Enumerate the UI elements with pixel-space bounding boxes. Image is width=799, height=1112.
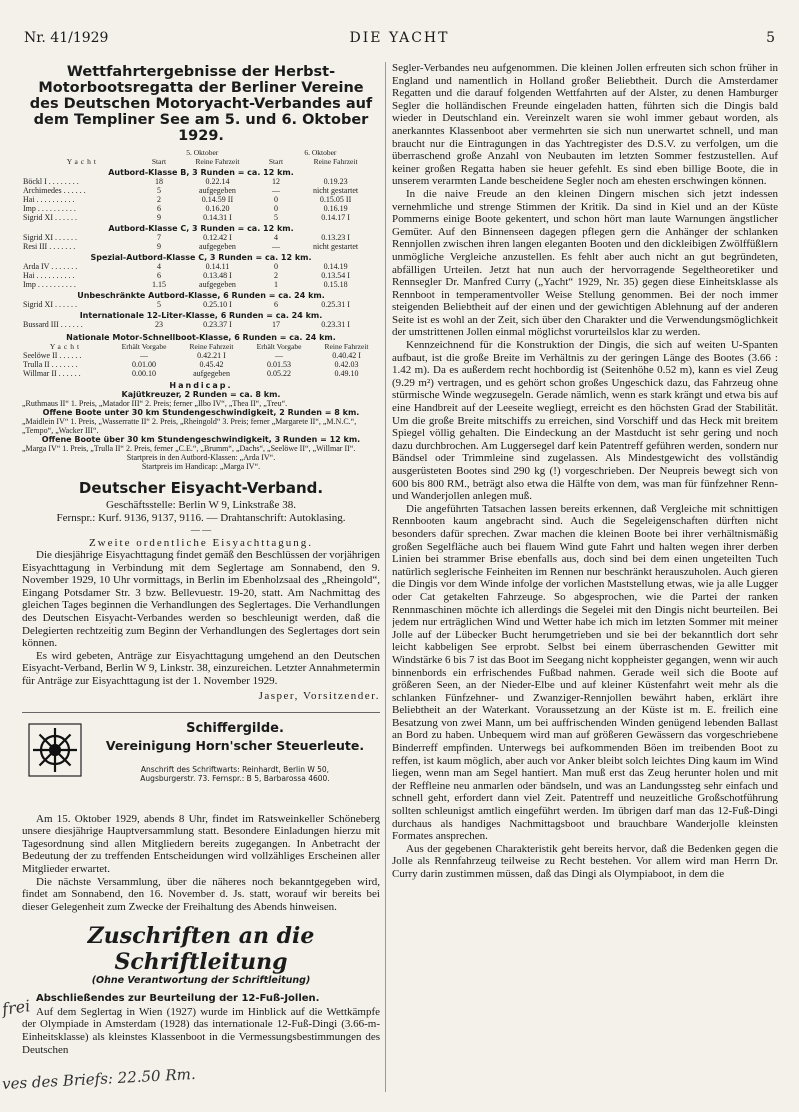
article-paragraph-4: Die angeführten Tatsachen lassen bereits erkennen, daß Vergleiche mit schnittigen Rennbooten kaum angebracht sind. Auch die Segeleigenschaften dürften nicht besonders dafür sprechen. Zwar machen die kleinen Boote bei ihrer verhältnismäßig großen Segelfläche auch bei flauem Wind gute Fahrt und halten wegen ihrer derben Linien bei strammer Brise ebenfalls aus, doch sind bei dem einen ungeteilten Tuch natürlich seglerische Feinheiten im Rennen nur beschränkt herauszuholen. Auch gieren die Dingis vor dem Winde infolge der vorlichen Maststellung etwas, wie ja alle Lugger oder Cat getakelten Fahrzeuge. So abgesprochen, wie die Partei der ranken Rennmaschinen möchte ich allerdings die Segelei mit den Dingis nicht beurteilen. Bei jedem nur erträglichen Wind und Wetter habe ich mich im letzten Sommer mit meiner Jolle auf der Lübecker Bucht herumgetrieben und sie bei der bekanntlich dort sehr leicht kabbeligen See erprobt. Selbst bei einem überraschenden Gewitter mit Windstärke 6 bis 7 ist das Boot im Seegang nicht koppheister gegangen, wenn wir auch binnenbords ein erfrischendes Fußbad nahmen. Gerade weil sich die Boote auf größeren Seen, an der Nieder-Elbe und auf kleiner Küstenfahrt weit mehr als die schlanken Fünfzehner- und Zwanziger-Rennjollen bewährt haben, erklärt ihre Beliebtheit an der Waterkant. Voraussetzung an der Küste ist m. E. freilich eine Besatzung von zwei Mann, um bei auffrischenden Winden genügend lebenden Ballast an Bord zu haben. Unbequem wird man auf größeren Gewässern das vorgeschriebene Binderreff empfinden. Unterwegs bei aufkommenden Böen im treibenden Boot zu reffen, ist kaum möglich, aber auch vor Anker bleibt solch leichtes Ding kaum im Wind liegen, wenn man am Segel hantiert. Man muß erst das Zeug herunter holen und mit der Reffleine neu anmarlen oder bändseln, und was an Landungssteg sehr einfach und schnell geht, erfordert dann viel Zeit. Patentreff und neuzeitliche Großschotführung sollten schleunigst amtlich eingeführt werden. Im übrigen darf man das 12-Fuß-Dingi durchaus als handiges Nachmittagsboot und brauchbare Wanderjolle kleinsten Formates ansprechen. (392, 502, 778, 843)
handicap-result-1: „Ruthmaus II“ 1. Preis, „Matador III“ 2. Preis; ferner „Ilbo IV“, „Thea II“, „Treu“. (22, 399, 288, 408)
handicap-title: Handicap. (169, 381, 233, 390)
result-cell: aufgegeben (199, 186, 236, 195)
startpreis-1: Startpreis in den Autbord-Klassen: „Arda IV“. (126, 453, 276, 462)
result-cell: 0.13.54 I (321, 271, 350, 280)
class-title-row (22, 166, 380, 177)
eisyacht-subtitle: Zweite ordentliche Eisyachttagung. (88, 537, 314, 549)
result-cell: 0.25.31 I (321, 300, 350, 309)
result-cell: 5 (156, 300, 161, 309)
class-title: Autbord-Klasse B, 3 Runden = ca. 12 km. (108, 168, 294, 177)
yacht-name: Hai . . . . . . . . . . (23, 271, 75, 280)
table-row (22, 195, 380, 204)
table-row (22, 262, 380, 271)
table-row (22, 280, 380, 289)
result-cell: 6 (156, 271, 161, 280)
startpreis-2: Startpreis im Handicap: „Marga IV“. (141, 462, 261, 471)
result-cell: aufgegeben (199, 280, 236, 289)
yacht-name: Willmar II . . . . . . (23, 369, 81, 378)
article-paragraph-5: Aus der gegebenen Charakteristik geht bereits hervor, daß die Bedenken gegen die Jolle als Rennfahrzeug teilweise zu Recht bestehen. Vor allem wird man Herrn Dr. Curry darin zustimmen müssen, daß das Dingi als Olympiaboot, in dem die (392, 842, 778, 880)
result-cell: 0.42.03 (334, 360, 359, 369)
col-rein-2: Reine Fahrzeit (324, 342, 369, 351)
page-header (24, 30, 775, 48)
yacht-name: Sigrid XI . . . . . . (23, 213, 77, 222)
table-row (22, 186, 380, 195)
result-cell: 0.13.48 I (203, 271, 232, 280)
national-header-row (22, 342, 380, 351)
result-cell: — (140, 351, 149, 360)
col-rein-1: Reine Fahrzeit (195, 157, 240, 166)
result-cell: 1 (273, 280, 278, 289)
eisyacht-signature: Jasper, Vorsitzender. (258, 689, 380, 702)
result-cell: 5 (273, 213, 278, 222)
result-cell: 4 (273, 233, 278, 242)
result-cell: 0.12.42 I (203, 233, 232, 242)
schiffergilde-subtitle: Vereinigung Horn'scher Steuerleute. (105, 737, 365, 753)
regatta-title: Wettfahrtergebnisse der Herbst-Motorbootsregatta der Berliner Vereine des Deutschen Motoryacht-Verbandes auf dem Templiner See am 5. und 6. Oktober 1929. (29, 64, 373, 144)
schiffergilde-paragraph-2: Die nächste Versammlung, über die näheres noch bekanntgegeben wird, findet am Sonnabend, den 16. November d. Js. statt, worauf wir bereits bei dieser Gelegenheit zum Zwecke der Freihaltung des Abends hinweisen. (22, 875, 380, 913)
result-cell: 0.14.31 I (203, 213, 232, 222)
issue-number: Nr. 41/1929 (24, 30, 109, 46)
handicap-class-3: Offene Boote über 30 km Stundengeschwindigkeit, 3 Runden = 12 km. (41, 435, 361, 444)
result-cell: 0.14.59 II (201, 195, 234, 204)
yacht-name: Böckl I . . . . . . . . (23, 177, 79, 186)
result-cell: 0.16.19 (323, 204, 348, 213)
table-row (22, 233, 380, 242)
result-cell: 0.49.10 (334, 369, 359, 378)
result-cell: — (271, 242, 280, 251)
class-title: Internationale 12-Liter-Klasse, 6 Runden = ca. 24 km. (79, 311, 323, 320)
column-divider (385, 62, 386, 1092)
result-cell: 2 (273, 271, 278, 280)
schiffergilde-title: Schiffergilde. (186, 720, 284, 736)
table-row (22, 320, 380, 329)
result-cell: 0.05.22 (267, 369, 291, 378)
result-cell: 0.23.37 I (203, 320, 232, 329)
result-cell: — (271, 186, 280, 195)
result-cell: 2 (156, 195, 161, 204)
national-class-table (22, 331, 380, 378)
eisyacht-title: Deutscher Eisyacht-Verband. (78, 479, 324, 497)
yacht-name: Seelöwe II . . . . . . (23, 351, 82, 360)
date-2: 6. Oktober (304, 148, 337, 157)
schiffergilde-address: Anschrift des Schriftwarts: Reinhardt, Berlin W 50, Augsburgerstr. 73. Fernspr.: B 5, Barbarossa 4600. (140, 764, 330, 783)
handwritten-note-frei: frei (0, 996, 32, 1019)
col-yacht: Yacht (49, 342, 83, 351)
result-cell: 6 (156, 204, 161, 213)
result-cell: 23 (154, 320, 163, 329)
zuschriften-paragraph-1: Auf dem Seglertag in Wien (1927) wurde im Hinblick auf die Wettkämpfe der Olympiade in Amsterdam (1928) das internationale 12-Fuß-Dingi (3.66-m-Einheitsklasse) als kleinstes Klassenboot in die Vermessungsbestimmungen des Deutschen (22, 1005, 380, 1056)
date-header-row (22, 148, 380, 157)
result-cell: 0.25.10 I (203, 300, 232, 309)
result-cell: 0.00.10 (132, 369, 157, 378)
result-cell: 0.45.42 (199, 360, 224, 369)
yacht-name: Arda IV . . . . . . . (23, 262, 78, 271)
eisyacht-phone: Fernspr.: Kurf. 9136, 9137, 9116. — Drahtanschrift: Autoklasing. (56, 512, 346, 524)
result-cell: aufgegeben (193, 369, 230, 378)
eisyacht-paragraph-1: Die diesjährige Eisyachttagung findet gemäß den Beschlüssen der vorjährigen Eisyachttagung in Verbindung mit dem Seglertage am Sonnabend, den 9. November 1929, 10 Uhr vormittags, in Berlin im Ebenholzsaal des „Rheingold“, Eingang Potsdamer Str. 3 bzw. Bellevuestr. 19-20, statt. Am Nachmittag des gleichen Tages beginnen die Verhandlungen des Seglertages. Die Verhandlungen des Deutschen Eisyacht-Verbandes werden so beschleunigt werden, daß die Delegierten rechtzeitig zum Beginn der Verhandlungen des Seglertages dort sein können. (22, 549, 380, 650)
yacht-name: Resi III . . . . . . . (23, 242, 76, 251)
col-vorgabe-1: Erhält Vorgabe (121, 342, 167, 351)
result-cell: nicht gestartet (313, 242, 359, 251)
date-1: 5. Oktober (186, 148, 219, 157)
yacht-name: Bussard III . . . . . . (23, 320, 83, 329)
class-title-row (22, 251, 380, 262)
result-cell: 0.42.21 I (197, 351, 226, 360)
schiffergilde-heading (90, 721, 380, 753)
result-cell: 0.14.17 I (321, 213, 350, 222)
result-cell: 9 (156, 242, 161, 251)
regatta-results-table (22, 148, 380, 329)
handwritten-note-price: ves des Briefs: 22.50 Rm. (1, 1064, 197, 1094)
schiffergilde-paragraph-1: Am 15. Oktober 1929, abends 8 Uhr, findet im Ratsweinkeller Schöneberg unsere diesjährige Hauptversammlung statt. Besondere Einladungen hierzu mit Tagesordnung sind allen Mitgliedern bereits zugegangen. In Anbetracht der Bedeutung der zu treffenden Entscheidungen wird vollzähliges Erscheinen aller Mitglieder erwartet. (22, 812, 380, 875)
zuschriften-title: Zuschriften an die Schriftleitung (87, 923, 315, 976)
col-start-1: Start (151, 157, 167, 166)
result-cell: 0.15.18 (323, 280, 348, 289)
result-cell: 0.23.31 I (321, 320, 350, 329)
result-cell: 7 (156, 233, 161, 242)
right-column (392, 62, 778, 1102)
yacht-name: Archimedes . . . . . . (23, 186, 86, 195)
col-yacht: Yacht (66, 157, 99, 166)
result-cell: 0 (273, 204, 278, 213)
class-title: Spezial-Autbord-Klasse C, 3 Runden = ca. 12 km. (90, 253, 312, 262)
result-cell: nicht gestartet (313, 186, 359, 195)
magazine-title: DIE YACHT (349, 30, 450, 46)
article-paragraph-2: In die naive Freude an den kleinen Dingern mischen sich jetzt indessen vernehmliche und strenge Stimmen der Kritik. Da sind in Kiel und an der Küste Pommerns einige Boote gekentert, und schon hört man laute Warnungen ängstlicher Gemüter. Auf den Binnenseen dagegen pflegen gern die Anhänger der schlanken Rennjollen zwischen ihren langen eleganten Booten und den dickleibigen Zwölffüßlern unmögliche Vergleiche anzustellen. Es fehlt aber auch nicht an gut begründeten, abfälligen Urteilen. Jetzt hat nun auch der hervorragende Segeltheoretiker und Rennsegler Dr. Manfred Curry („Yacht“ 1929, Nr. 35) gegen diese Einheitsklasse als Rennboot in temperamentvoller Weise Stellung genommen. Bei der noch immer steigenden Beliebtheit auf der einen und der gewichtigen Ablehnung auf der anderen Seite ist es wohl an der Zeit, sich über den Charakter und die Verwendungsmöglichkeit der umstrittenen Jollen einmal möglichst vorurteilslos klar zu werden. (392, 187, 778, 339)
class-title-row (22, 309, 380, 320)
eisyacht-dash: — — (190, 525, 212, 535)
result-cell: 6 (273, 300, 278, 309)
schiffergilde-box (22, 712, 380, 813)
result-cell: 9 (156, 213, 161, 222)
result-cell: 0.01.53 (267, 360, 291, 369)
result-cell: 18 (154, 177, 163, 186)
table-row (22, 369, 380, 378)
table-row (22, 213, 380, 222)
zuschriften-headline: Abschließendes zur Beurteilung der 12-Fuß-Jollen. (36, 993, 320, 1005)
class-title-row (22, 331, 380, 342)
result-cell: 17 (271, 320, 280, 329)
ships-wheel-icon (28, 723, 82, 777)
result-cell: 0 (273, 195, 278, 204)
col-start-2: Start (268, 157, 284, 166)
class-title-row (22, 222, 380, 233)
class-title: Autbord-Klasse C, 3 Runden = ca. 12 km. (108, 224, 294, 233)
national-class-title: Nationale Motor-Schnellboot-Klasse, 6 Runden = ca. 24 km. (66, 333, 336, 342)
col-rein-2: Reine Fahrzeit (313, 157, 358, 166)
yacht-name: Trulla II . . . . . . . (23, 360, 78, 369)
handicap-class-2: Offene Boote unter 30 km Stundengeschwindigkeit, 2 Runden = 8 km. (42, 408, 360, 417)
table-row (22, 300, 380, 309)
table-row (22, 360, 380, 369)
handicap-result-2: „Maidlein IV“ 1. Preis, „Wasserratte II“ 2. Preis, „Rheingold“ 3. Preis; ferner „Margarete II“, „M.N.C.“, „Tempo“, „Wacker III“. (22, 417, 357, 435)
page-number: 5 (766, 30, 775, 46)
result-cell: 0.40.42 I (332, 351, 361, 360)
yacht-name: Hai . . . . . . . . . . (23, 195, 75, 204)
result-cell: 0.01.00 (132, 360, 157, 369)
yacht-name: Imp . . . . . . . . . . (23, 204, 76, 213)
column-header-row (22, 157, 380, 166)
article-paragraph-3: Kennzeichnend für die Konstruktion der Dingis, die sich auf weiten U-Spanten aufbaut, ist die große Breite im Verhältnis zu der geringen Länge des Bootes (3.66 : 1.42 m). Da es außerdem recht hochbordig ist (Seitenhöhe 0.52 m), kann es viel Zeug (9.29 m²) vertragen, und es gehört schon großes Ungeschick dazu, das Fahrzeug ohne stürmische Winde wegzusegeln. Gerade nämlich, wenn es stark krängt und etwa bis auf eine Handbreit auf der Leeseite wegliegt, erreicht es den höchsten Grad der Stabilität. Um die große Breite mitschiffs zu erreichen, sind Vorschiff und das Heck mit breitem Spiegel völlig gehalten. Die Eindeckung an der Mastducht ist sehr gering und noch dazu durchbrochen. Am Luggersegel darf kein Patentreff geführen werden, sondern nur Bändsel oder Trimmleine sind zugelassen. Als Mindestgewicht des vollständig ausgerüsteten Bootes sind 290 kg (!) vorgeschrieben. Der Neupreis bewegt sich von 600 bis 800 RM., beträgt also etwa die Hälfte von dem, was man für fünfzehner Renn- und Wanderjollen anlegen muß. (392, 339, 778, 503)
class-title-row (22, 289, 380, 300)
yacht-name: Sigrid XI . . . . . . (23, 300, 77, 309)
result-cell: 0.15.05 II (319, 195, 352, 204)
handicap-result-3: „Marga IV“ 1. Preis, „Trulla II“ 2. Preis, ferner „C.E.“, „Brumm“, „Dachs“, „Seelöwe II“, „Willmar II“. (22, 444, 356, 453)
eisyacht-address: Geschäftsstelle: Berlin W 9, Linkstraße 38. (106, 499, 296, 511)
table-row (22, 242, 380, 251)
result-cell: — (275, 351, 283, 360)
result-cell: 0.22.14 (205, 177, 230, 186)
result-cell: aufgegeben (199, 242, 236, 251)
table-row (22, 271, 380, 280)
article-paragraph-1: Segler-Verbandes neu aufgenommen. Die kleinen Jollen erfreuten sich schon früher in England und namentlich in Holland großer Beliebtheit. Durch die Amsterdamer Regatten und die darauf folgenden Wettfahrten auf der Alster, zu denen Hamburger Segler die holländischen Freunde eingeladen hatten, führten sich die Dingis bald wieder in Deutschland ein. Vereinzelt waren sie wohl immer gebaut worden, als anerkanntes Klassenboot aber vermehrten sie sich nun unerwartet schnell, und man braucht nur die Eintragungen in das Yachtregister des D.S.V. zu verfolgen, um die überraschend große Anzahl von Neubauten im letzten Sommer festzustellen. Auf keiner großen Regatta haben sie heuer gefehlt. Es sind eben billige Boote, die in unserem verarmten Lande bescheidene Segler noch am ehesten erschwingen können. (392, 62, 778, 188)
result-cell: 12 (271, 177, 280, 186)
table-row (22, 351, 380, 360)
eisyacht-paragraph-2: Es wird gebeten, Anträge zur Eisyachttagung umgehend an den Deutschen Eisyacht-Verband, Berlin W 9, Linkstr. 38, einzureichen. Letzter Annahmetermin für Anträge zur Eisyachttagung ist der 1. November 1929. (22, 649, 380, 687)
handicap-class-1: Kajütkreuzer, 2 Runden = ca. 8 km. (121, 390, 281, 399)
result-cell: 1.15 (151, 280, 166, 289)
result-cell: 0.14.11 (205, 262, 230, 271)
result-cell: 0.13.23 I (321, 233, 350, 242)
col-rein-1: Reine Fahrzeit (189, 342, 234, 351)
table-row (22, 204, 380, 213)
left-column (22, 62, 380, 1102)
col-vorgabe-2: Erhält Vorgabe (256, 342, 302, 351)
zuschriften-subtitle: (Ohne Verantwortung der Schriftleitung) (91, 975, 311, 987)
result-cell: 0.19.23 (323, 177, 348, 186)
table-row (22, 177, 380, 186)
result-cell: 0 (273, 262, 278, 271)
result-cell: 4 (156, 262, 161, 271)
result-cell: 0.16.20 (205, 204, 230, 213)
result-cell: 0.14.19 (323, 262, 348, 271)
yacht-name: Imp . . . . . . . . . . (23, 280, 76, 289)
yacht-name: Sigrid XI . . . . . . (23, 233, 77, 242)
class-title: Unbeschränkte Autbord-Klasse, 6 Runden = ca. 24 km. (77, 291, 325, 300)
result-cell: 5 (156, 186, 161, 195)
